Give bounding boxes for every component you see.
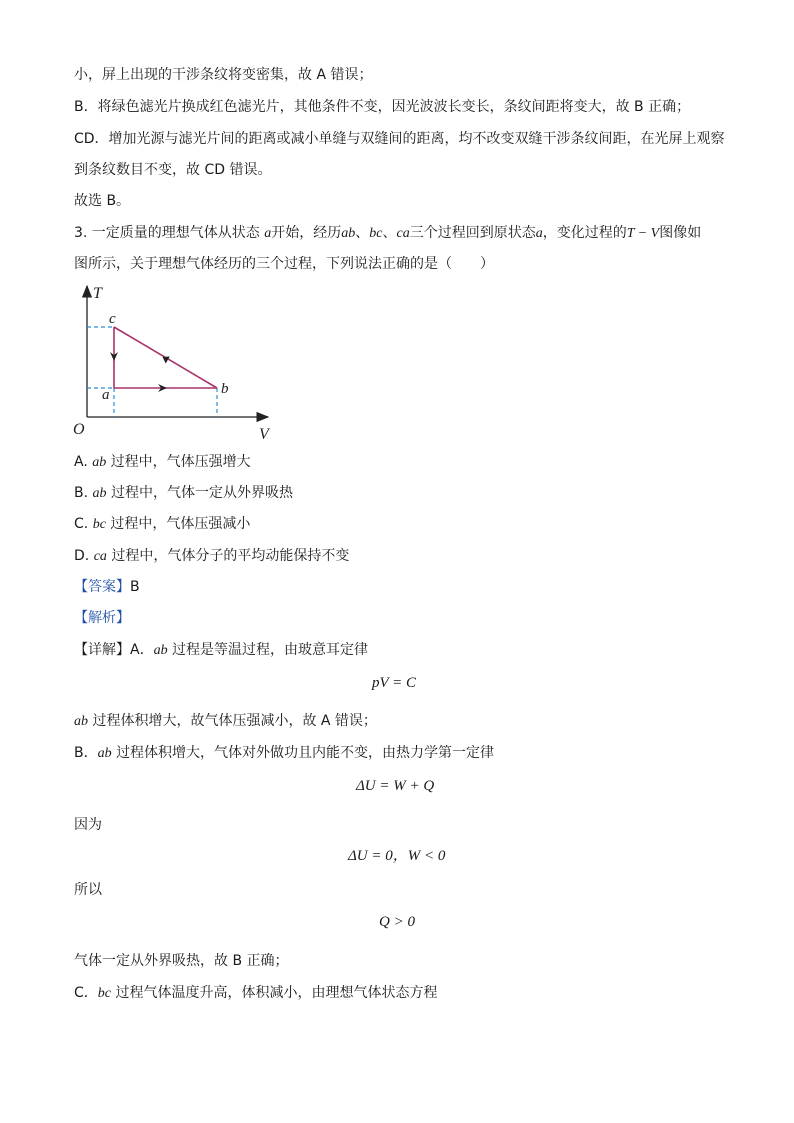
text-line-1: 小，屏上出现的干涉条纹将变密集，故 A 错误；: [74, 67, 373, 83]
analysis-line: [74, 608, 130, 628]
option-c: C. bc 过程中，气体压强减小: [74, 516, 251, 532]
equation-conditions: ΔU = 0，W < 0: [348, 848, 446, 864]
detail-c-line: C．bc 过程气体温度升高，体积减小，由理想气体状态方程: [74, 985, 438, 1001]
so-line: 所以: [74, 882, 102, 898]
option-d: D. ca 过程中，气体分子的平均动能保持不变: [74, 548, 350, 564]
option-a: A. ab 过程中，气体压强增大: [74, 454, 251, 470]
detail-tag: 【详解】: [74, 642, 130, 658]
answer-line: [74, 577, 140, 597]
question-stem-line-1: 3. 一定质量的理想气体从状态 a开始，经历ab、bc、ca三个过程回到原状态a，变化过程的T − V图像如: [74, 225, 702, 241]
detail-b-line: B．ab 过程体积增大，气体对外做功且内能不变，由热力学第一定律: [74, 745, 495, 761]
text-line-5: 故选 B。: [74, 193, 131, 209]
answer-value: B: [130, 579, 140, 595]
because-line: 因为: [74, 817, 102, 833]
v-axis-label: V: [259, 426, 269, 443]
text-line-3: CD．增加光源与滤光片间的距离或减小单缝与双缝间的距离，均不改变双缝干涉条纹间距，在光屏上观察: [74, 131, 725, 147]
equation-first-law: ΔU = W + Q: [356, 778, 435, 794]
equation-boyle: pV = C: [372, 675, 417, 691]
text-line-2: B．将绿色滤光片换成红色滤光片，其他条件不变，因光波波长变长，条纹间距将变大，故 B 正确；: [74, 99, 691, 115]
detail-a-conclusion: ab 过程体积增大，故气体压强减小，故 A 错误；: [74, 713, 377, 729]
answer-tag: 【答案】: [74, 579, 130, 595]
point-b-label: b: [221, 381, 229, 397]
question-stem-line-2: 图所示，关于理想气体经历的三个过程，下列说法正确的是（ ）: [74, 256, 494, 272]
detail-a-line: 【详解】A．ab 过程是等温过程，由玻意耳定律: [74, 642, 369, 658]
analysis-tag: 【解析】: [74, 610, 130, 626]
point-a-label: a: [102, 387, 110, 403]
point-c-label: c: [109, 311, 116, 327]
equation-heat: Q > 0: [379, 914, 415, 930]
origin-label: O: [73, 421, 85, 438]
tv-graph: [66, 278, 306, 448]
text-line-4: 到条纹数目不变，故 CD 错误。: [74, 162, 272, 178]
t-axis-label: T: [93, 285, 102, 302]
option-b: B. ab 过程中，气体一定从外界吸热: [74, 485, 293, 501]
detail-b-conclusion: 气体一定从外界吸热，故 B 正确；: [74, 953, 289, 969]
